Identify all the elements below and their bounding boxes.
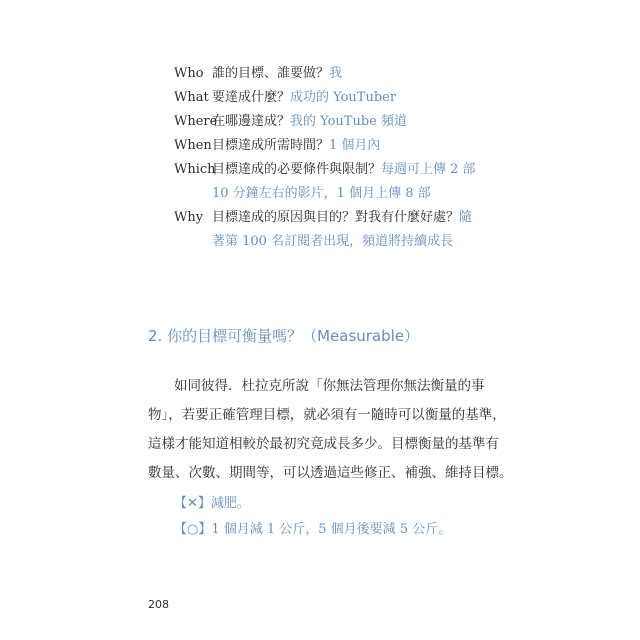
five-w-question: 目標達成的原因與目的？對我有什麼好處？ xyxy=(212,210,460,225)
example-wrong: 【✕】減肥。 xyxy=(174,496,250,511)
paragraph-line: 如同彼得．杜拉克所說「你無法管理你無法衡量的事 xyxy=(174,378,485,394)
five-w-key: Where xyxy=(174,114,218,129)
five-w-row-which-cont xyxy=(0,182,640,206)
five-w-answer-continued: 著第 100 名訂閱者出現，頻道將持續成長 xyxy=(212,234,454,249)
five-w-question: 在哪邊達成？ xyxy=(212,114,291,129)
five-w-question: 目標達成的必要條件與限制？ xyxy=(212,162,382,177)
example-correct: 【○】1 個月減 1 公斤，5 個月後要減 5 公斤。 xyxy=(174,522,452,537)
five-w-answer: 每週可上傳 2 部 xyxy=(381,162,476,177)
five-w-key: Why xyxy=(174,210,204,225)
five-w-key: Which xyxy=(174,162,216,177)
paragraph-line: 這樣才能知道相較於最初究竟成長多少。目標衡量的基準有 xyxy=(148,436,499,452)
five-w-answer: 我的 YouTube 頻道 xyxy=(290,114,407,129)
five-w-row-why xyxy=(0,206,640,230)
five-w-row-which xyxy=(0,158,640,182)
five-w-answer: 成功的 YouTuber xyxy=(290,90,397,105)
five-w-key: When xyxy=(174,138,212,153)
page-number: 208 xyxy=(148,598,169,611)
five-w-row-when xyxy=(0,134,640,158)
five-w-row-where xyxy=(0,110,640,134)
five-w-row-who xyxy=(0,62,640,86)
five-w-answer-continued: 10 分鐘左右的影片，1 個月上傳 8 部 xyxy=(212,186,431,201)
five-w-answer: 1 個月內 xyxy=(329,138,381,153)
five-w-row-what xyxy=(0,86,640,110)
five-w-answer: 隨 xyxy=(459,210,473,225)
section-heading: 2. 你的目標可衡量嗎？（Measurable） xyxy=(148,327,420,345)
five-w-key: Who xyxy=(174,66,204,81)
five-w-answer: 我 xyxy=(329,66,343,81)
five-w-question: 誰的目標、誰要做？ xyxy=(212,66,330,81)
five-w-key: What xyxy=(174,90,209,105)
paragraph-line: 物」，若要正確管理目標，就必須有一隨時可以衡量的基準， xyxy=(148,407,506,423)
paragraph-line: 數量、次數、期間等，可以透過這些修正、補強、維持目標。 xyxy=(148,465,513,481)
five-w-row-why-cont xyxy=(0,230,640,254)
five-w-question: 要達成什麼？ xyxy=(212,90,291,105)
body-paragraph xyxy=(148,372,513,488)
five-w-question: 目標達成所需時間？ xyxy=(212,138,330,153)
